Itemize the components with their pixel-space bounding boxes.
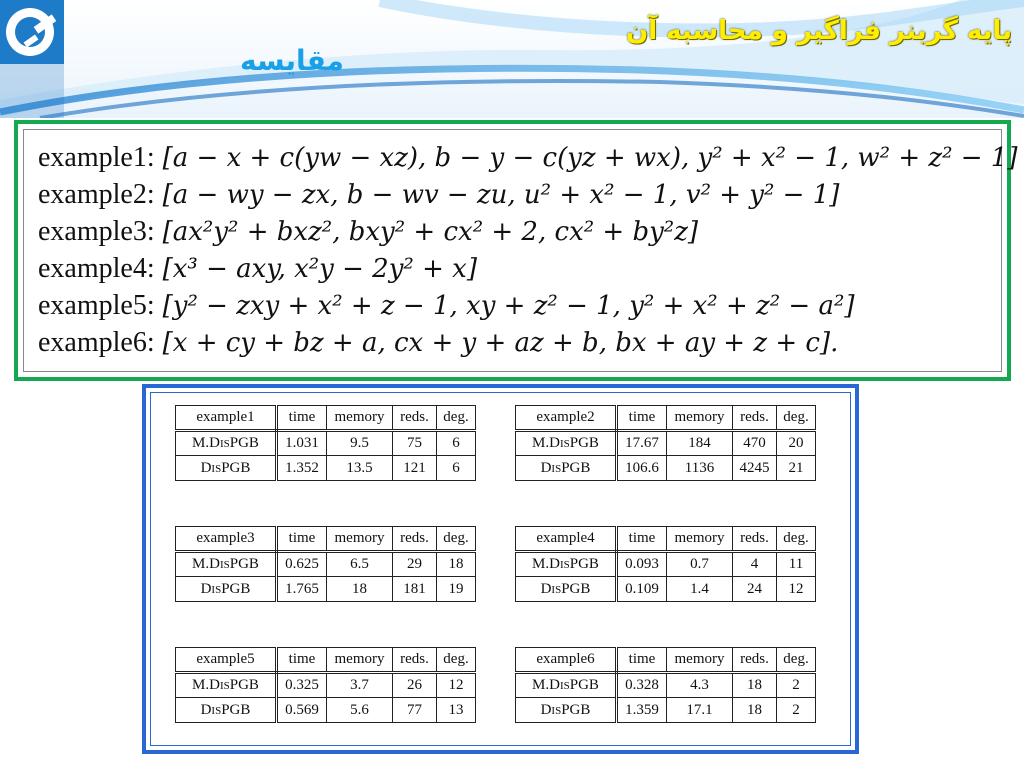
slide-title: پایه گربنر فراگیر و محاسبه آن bbox=[626, 16, 1012, 46]
deg-cell: 13 bbox=[437, 698, 476, 723]
equations-panel bbox=[14, 120, 1018, 381]
column-header: reds. bbox=[733, 406, 777, 431]
equation-line bbox=[38, 179, 1001, 216]
reds-cell: 75 bbox=[393, 431, 437, 456]
deg-cell: 2 bbox=[777, 698, 816, 723]
column-header: memory bbox=[327, 406, 393, 431]
column-header: time bbox=[617, 648, 667, 673]
column-header: memory bbox=[667, 648, 733, 673]
table-row bbox=[516, 698, 816, 723]
column-header: time bbox=[617, 527, 667, 552]
equation-label: example5: bbox=[38, 290, 155, 321]
memory-cell: 6.5 bbox=[327, 552, 393, 577]
memory-cell: 4.3 bbox=[667, 673, 733, 698]
column-header: memory bbox=[327, 527, 393, 552]
reds-cell: 77 bbox=[393, 698, 437, 723]
equation-label: example3: bbox=[38, 216, 155, 247]
slide-subtitle: مقایسه bbox=[240, 44, 344, 77]
deg-cell: 21 bbox=[777, 456, 816, 481]
deg-cell: 11 bbox=[777, 552, 816, 577]
equation-expression: [ax²y² + bxz², bxy² + cx² + 2, cx² + by²z] bbox=[162, 217, 699, 247]
memory-cell: 1.4 bbox=[667, 577, 733, 602]
results-table-example3 bbox=[175, 526, 476, 602]
equation-label: example6: bbox=[38, 327, 155, 358]
memory-cell: 5.6 bbox=[327, 698, 393, 723]
memory-cell: 18 bbox=[327, 577, 393, 602]
memory-cell: 184 bbox=[667, 431, 733, 456]
method-cell: DisPGB bbox=[176, 698, 277, 723]
table-title: example4 bbox=[516, 527, 617, 552]
table-row bbox=[176, 431, 476, 456]
equation-expression: [x³ − axy, x²y − 2y² + x] bbox=[162, 254, 477, 284]
memory-cell: 17.1 bbox=[667, 698, 733, 723]
memory-cell: 3.7 bbox=[327, 673, 393, 698]
column-header: reds. bbox=[393, 527, 437, 552]
equation-expression: [x + cy + bz + a, cx + y + az + b, bx + ay + z + c]. bbox=[162, 328, 839, 358]
memory-cell: 1136 bbox=[667, 456, 733, 481]
memory-cell: 0.7 bbox=[667, 552, 733, 577]
reds-cell: 181 bbox=[393, 577, 437, 602]
deg-cell: 12 bbox=[777, 577, 816, 602]
column-header: memory bbox=[667, 527, 733, 552]
time-cell: 0.093 bbox=[617, 552, 667, 577]
reds-cell: 4 bbox=[733, 552, 777, 577]
deg-cell: 19 bbox=[437, 577, 476, 602]
method-cell: DisPGB bbox=[176, 577, 277, 602]
reds-cell: 26 bbox=[393, 673, 437, 698]
column-header: reds. bbox=[733, 527, 777, 552]
time-cell: 1.352 bbox=[277, 456, 327, 481]
column-header: memory bbox=[667, 406, 733, 431]
column-header: time bbox=[277, 527, 327, 552]
table-row bbox=[176, 673, 476, 698]
equation-line bbox=[38, 216, 1001, 253]
method-cell: DisPGB bbox=[516, 698, 617, 723]
results-panel bbox=[142, 384, 859, 754]
deg-cell: 12 bbox=[437, 673, 476, 698]
time-cell: 0.569 bbox=[277, 698, 327, 723]
column-header: deg. bbox=[777, 527, 816, 552]
table-title: example1 bbox=[176, 406, 277, 431]
table-row bbox=[516, 577, 816, 602]
time-cell: 0.328 bbox=[617, 673, 667, 698]
reds-cell: 18 bbox=[733, 673, 777, 698]
column-header: time bbox=[277, 406, 327, 431]
table-title: example6 bbox=[516, 648, 617, 673]
memory-cell: 9.5 bbox=[327, 431, 393, 456]
table-row bbox=[516, 431, 816, 456]
method-cell: DisPGB bbox=[516, 577, 617, 602]
reds-cell: 24 bbox=[733, 577, 777, 602]
reds-cell: 121 bbox=[393, 456, 437, 481]
method-cell: M.DisPGB bbox=[516, 431, 617, 456]
equation-line bbox=[38, 290, 1001, 327]
table-title: example3 bbox=[176, 527, 277, 552]
time-cell: 0.109 bbox=[617, 577, 667, 602]
table-title: example2 bbox=[516, 406, 617, 431]
equation-line bbox=[38, 142, 1018, 179]
table-row bbox=[516, 552, 816, 577]
table-row bbox=[176, 577, 476, 602]
column-header: time bbox=[617, 406, 667, 431]
method-cell: M.DisPGB bbox=[516, 552, 617, 577]
reds-cell: 4245 bbox=[733, 456, 777, 481]
table-row bbox=[516, 673, 816, 698]
logo-icon bbox=[0, 0, 64, 64]
table-row bbox=[516, 456, 816, 481]
method-cell: M.DisPGB bbox=[176, 431, 277, 456]
equation-line bbox=[38, 327, 1001, 364]
results-table-example4 bbox=[515, 526, 816, 602]
equation-expression: [y² − zxy + x² + z − 1, xy + z² − 1, y² + x² + z² − a²] bbox=[162, 291, 855, 321]
time-cell: 1.031 bbox=[277, 431, 327, 456]
deg-cell: 18 bbox=[437, 552, 476, 577]
column-header: deg. bbox=[777, 648, 816, 673]
column-header: deg. bbox=[437, 648, 476, 673]
method-cell: M.DisPGB bbox=[516, 673, 617, 698]
method-cell: M.DisPGB bbox=[176, 673, 277, 698]
method-cell: DisPGB bbox=[516, 456, 617, 481]
column-header: deg. bbox=[437, 406, 476, 431]
time-cell: 1.765 bbox=[277, 577, 327, 602]
equation-label: example4: bbox=[38, 253, 155, 284]
equation-line bbox=[38, 253, 1001, 290]
results-table-example5 bbox=[175, 647, 476, 723]
column-header: reds. bbox=[393, 648, 437, 673]
results-tables bbox=[150, 392, 851, 746]
column-header: reds. bbox=[733, 648, 777, 673]
deg-cell: 6 bbox=[437, 431, 476, 456]
column-header: memory bbox=[327, 648, 393, 673]
time-cell: 17.67 bbox=[617, 431, 667, 456]
column-header: time bbox=[277, 648, 327, 673]
equation-expression: [a − x + c(yw − xz), b − y − c(yz + wx), y² + x² − 1, w² + z² − 1] bbox=[162, 143, 1018, 173]
time-cell: 0.325 bbox=[277, 673, 327, 698]
reds-cell: 29 bbox=[393, 552, 437, 577]
table-row bbox=[176, 698, 476, 723]
results-table-example2 bbox=[515, 405, 816, 481]
header-band bbox=[0, 0, 1024, 118]
reds-cell: 470 bbox=[733, 431, 777, 456]
table-row bbox=[176, 456, 476, 481]
column-header: reds. bbox=[393, 406, 437, 431]
deg-cell: 20 bbox=[777, 431, 816, 456]
equation-label: example1: bbox=[38, 142, 155, 173]
equation-label: example2: bbox=[38, 179, 155, 210]
results-table-example6 bbox=[515, 647, 816, 723]
column-header: deg. bbox=[437, 527, 476, 552]
column-header: deg. bbox=[777, 406, 816, 431]
memory-cell: 13.5 bbox=[327, 456, 393, 481]
deg-cell: 6 bbox=[437, 456, 476, 481]
deg-cell: 2 bbox=[777, 673, 816, 698]
time-cell: 106.6 bbox=[617, 456, 667, 481]
equations-list bbox=[23, 129, 1018, 372]
method-cell: M.DisPGB bbox=[176, 552, 277, 577]
table-row bbox=[176, 552, 476, 577]
table-title: example5 bbox=[176, 648, 277, 673]
results-table-example1 bbox=[175, 405, 476, 481]
equation-expression: [a − wy − zx, b − wv − zu, u² + x² − 1, v² + y² − 1] bbox=[162, 180, 840, 210]
reds-cell: 18 bbox=[733, 698, 777, 723]
time-cell: 1.359 bbox=[617, 698, 667, 723]
time-cell: 0.625 bbox=[277, 552, 327, 577]
method-cell: DisPGB bbox=[176, 456, 277, 481]
